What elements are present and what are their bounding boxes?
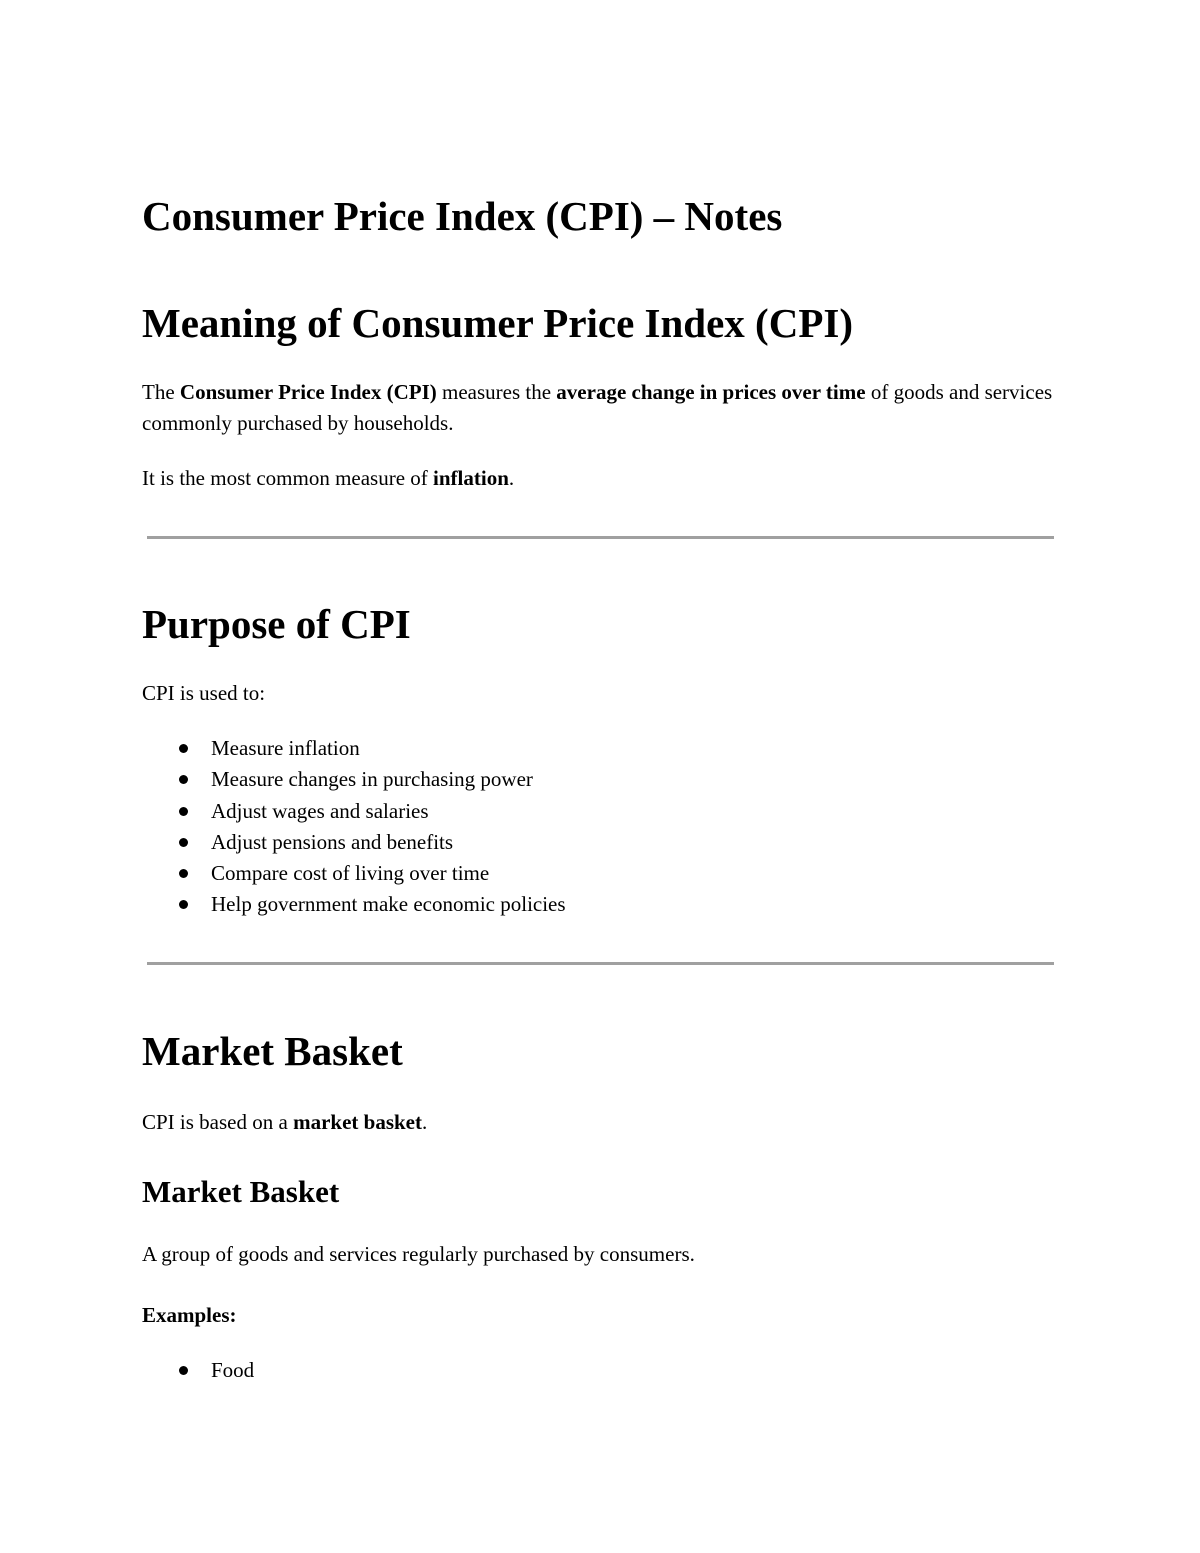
- heading-market-basket: Market Basket: [142, 1028, 403, 1074]
- list-item-text: Adjust pensions and benefits: [211, 829, 454, 854]
- text-run: measures the: [436, 380, 557, 404]
- document-title: Consumer Price Index (CPI) – Notes: [142, 193, 783, 239]
- list-item: [142, 827, 566, 858]
- bullet-icon: [179, 838, 188, 847]
- bold-term-market-basket: market basket: [293, 1110, 422, 1134]
- bold-term-average-change: average change in prices over time: [556, 380, 866, 404]
- list-item-text: Measure inflation: [211, 736, 360, 760]
- bullet-icon: [179, 807, 188, 816]
- list-item-text: Food: [211, 1358, 255, 1382]
- market-basket-definition: A group of goods and services regularly purchased by consumers.: [142, 1242, 695, 1266]
- text-run: of goods and services commonly purchased by households.: [142, 380, 1053, 435]
- list-item: [142, 764, 566, 795]
- bold-term-cpi: Consumer Price Index (CPI): [179, 380, 437, 404]
- list-item-text: Compare cost of living over time: [211, 861, 490, 886]
- list-item-text: Help government make economic policies: [211, 892, 566, 917]
- inflation-paragraph: [142, 463, 1054, 494]
- examples-label: Examples:: [142, 1303, 237, 1327]
- heading-meaning: Meaning of Consumer Price Index (CPI): [142, 300, 853, 346]
- list-item: [142, 796, 566, 827]
- bullet-icon: [179, 900, 188, 909]
- horizontal-divider: [147, 962, 1054, 965]
- bullet-icon: [179, 1366, 188, 1375]
- text-run: .: [508, 466, 515, 490]
- list-item-text: Adjust wages and salaries: [211, 798, 429, 823]
- examples-list: [142, 1355, 254, 1386]
- list-item-text: Measure changes in purchasing power: [211, 767, 533, 792]
- bullet-icon: [179, 775, 188, 784]
- list-item: [142, 1355, 254, 1386]
- text-run: CPI is based on a: [142, 1110, 294, 1134]
- subheading-market-basket: Market Basket: [142, 1174, 340, 1209]
- text-run: It is the most common measure of: [142, 466, 434, 490]
- list-item: [142, 889, 566, 920]
- bold-term-inflation: inflation: [433, 466, 509, 490]
- bullet-icon: [179, 869, 188, 878]
- list-item: [142, 733, 566, 764]
- text-run: .: [421, 1110, 428, 1134]
- text-run: The: [142, 380, 180, 404]
- heading-purpose: Purpose of CPI: [142, 601, 411, 647]
- list-item: [142, 858, 566, 889]
- purpose-intro: CPI is used to:: [142, 681, 266, 705]
- meaning-paragraph: [142, 377, 1054, 439]
- market-intro: [142, 1107, 1054, 1138]
- horizontal-divider: [147, 536, 1054, 539]
- purpose-list: [142, 733, 566, 921]
- bullet-icon: [179, 744, 188, 753]
